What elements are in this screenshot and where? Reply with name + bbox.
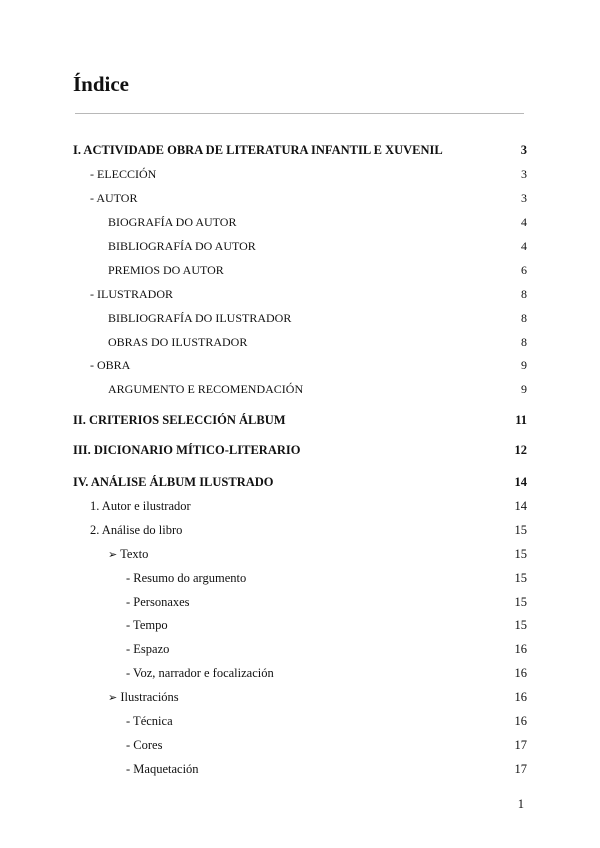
toc-entry[interactable]	[90, 356, 527, 374]
toc-entry-page: 9	[521, 358, 527, 372]
toc-entry-page: 15	[514, 618, 527, 632]
toc-entry-page: 8	[521, 335, 527, 349]
toc-entry-label: ARGUMENTO E RECOMENDACIÓN	[108, 382, 304, 396]
toc-entry[interactable]	[73, 411, 527, 429]
toc-entry[interactable]	[108, 309, 527, 327]
toc-entry-page: 15	[514, 595, 527, 609]
toc-entry-page: 12	[514, 443, 527, 457]
toc-entry[interactable]	[73, 473, 527, 491]
toc-entry-page: 3	[521, 191, 527, 205]
toc-entry-page: 17	[514, 738, 527, 752]
toc-entry[interactable]	[108, 688, 527, 706]
toc-entry[interactable]	[108, 545, 527, 563]
toc-entry[interactable]	[108, 333, 527, 351]
toc-entry[interactable]	[108, 261, 527, 279]
toc-entry-label: II. CRITERIOS SELECCIÓN ÁLBUM	[73, 413, 286, 427]
arrow-bullet-icon: ➢	[108, 691, 118, 704]
toc-entry-page: 15	[514, 523, 527, 537]
toc-entry-page: 4	[521, 215, 527, 229]
toc-entry-label: 2. Análise do libro	[90, 523, 183, 537]
toc-entry-page: 15	[514, 547, 527, 561]
page-number: 1	[517, 797, 524, 811]
toc-entry-label: OBRAS DO ILUSTRADOR	[108, 335, 248, 349]
toc-entry-page: 3	[520, 143, 527, 157]
toc-entry-label: - AUTOR	[90, 191, 138, 205]
toc-entry[interactable]	[90, 165, 527, 183]
toc-entry-label	[108, 688, 179, 707]
toc-entry-label: - OBRA	[90, 358, 131, 372]
toc-entry-label	[108, 545, 148, 564]
toc-entry[interactable]	[126, 664, 527, 682]
toc-entry[interactable]	[108, 237, 527, 255]
toc-entry[interactable]	[126, 593, 527, 611]
toc-entry-page: 16	[514, 666, 527, 680]
toc-entry[interactable]	[108, 213, 527, 231]
toc-entry[interactable]	[126, 736, 527, 754]
toc-entry-label: PREMIOS DO AUTOR	[108, 263, 224, 277]
toc-entry-page: 14	[514, 475, 527, 489]
toc-entry-label: BIBLIOGRAFÍA DO AUTOR	[108, 239, 256, 253]
toc-entry-page: 14	[514, 499, 527, 513]
toc-entry[interactable]	[90, 521, 527, 539]
toc-entry-label: - Espazo	[126, 642, 170, 656]
toc-entry-page: 4	[521, 239, 527, 253]
page-title: Índice	[73, 72, 130, 96]
toc-entry[interactable]	[90, 285, 527, 303]
toc-entry-label: - ILUSTRADOR	[90, 287, 173, 301]
toc-entry[interactable]	[126, 569, 527, 587]
toc-entry-label: - Voz, narrador e focalización	[126, 666, 274, 680]
toc-entry[interactable]	[126, 616, 527, 634]
toc-entry-page: 8	[521, 311, 527, 325]
toc-entry-page: 8	[521, 287, 527, 301]
toc-entry-page: 16	[514, 714, 527, 728]
toc-entry-label: - Resumo do argumento	[126, 571, 247, 585]
toc-entry-label: - Técnica	[126, 714, 173, 728]
toc-entry[interactable]	[90, 189, 527, 207]
toc-entry[interactable]	[90, 497, 527, 515]
toc-entry-label: - Personaxes	[126, 595, 190, 609]
toc-entry[interactable]	[126, 712, 527, 730]
toc-entry-page: 9	[521, 382, 527, 396]
toc-entry-page: 15	[514, 571, 527, 585]
toc-entry-page: 3	[521, 167, 527, 181]
toc-entry-label: I. ACTIVIDADE OBRA DE LITERATURA INFANTIL E XUVENIL	[73, 143, 443, 157]
toc-entry-label: BIBLIOGRAFÍA DO ILUSTRADOR	[108, 311, 292, 325]
toc-entry[interactable]	[108, 380, 527, 398]
toc-entry-label: III. DICIONARIO MÍTICO-LITERARIO	[73, 443, 301, 457]
toc-entry-page: 16	[514, 642, 527, 656]
toc-entry-page: 6	[521, 263, 527, 277]
arrow-bullet-icon: ➢	[108, 548, 118, 561]
toc-entry-page: 17	[514, 762, 527, 776]
toc-entry-label: - Cores	[126, 738, 163, 752]
toc-entry-label: - Tempo	[126, 618, 168, 632]
toc-entry[interactable]	[126, 640, 527, 658]
toc-entry-label: 1. Autor e ilustrador	[90, 499, 191, 513]
toc-entry-page: 16	[514, 690, 527, 704]
toc-entry-text: Texto	[120, 547, 149, 561]
toc-entry-label: - ELECCIÓN	[90, 167, 157, 181]
toc-entry-label: - Maquetación	[126, 762, 199, 776]
toc-entry-label: BIOGRAFÍA DO AUTOR	[108, 215, 237, 229]
toc-entry-text: Ilustracións	[120, 690, 179, 704]
toc-entry[interactable]	[73, 141, 527, 159]
toc-entry[interactable]	[126, 760, 527, 778]
toc-entry[interactable]	[73, 441, 527, 459]
toc-entry-label: IV. ANÁLISE ÁLBUM ILUSTRADO	[73, 475, 274, 489]
toc-entry-page: 11	[515, 413, 527, 427]
